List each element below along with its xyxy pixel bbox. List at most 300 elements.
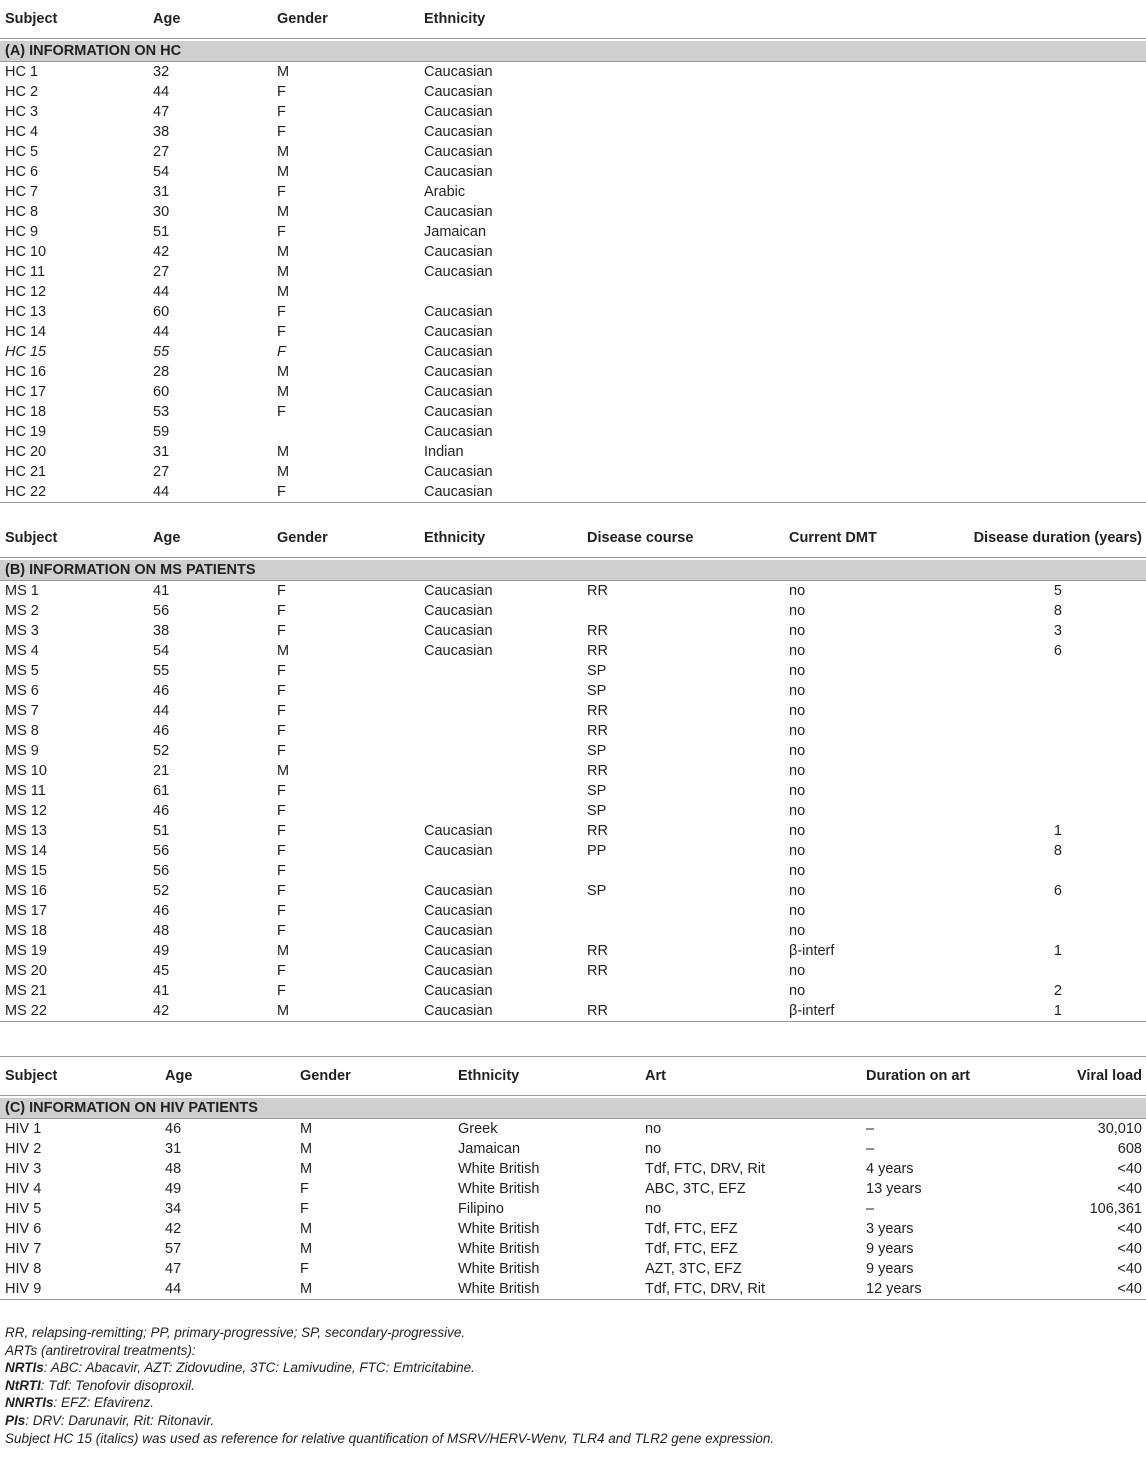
- table-cell: Caucasian: [424, 264, 493, 280]
- table-cell: no: [789, 883, 806, 899]
- table-cell: 59: [153, 424, 170, 440]
- table-cell: HIV 5: [5, 1201, 42, 1217]
- table-cell: Caucasian: [424, 164, 493, 180]
- table-cell: MS 7: [5, 703, 39, 719]
- table-cell: F: [277, 823, 286, 839]
- table-row: [0, 621, 1146, 641]
- table-cell: White British: [453, 1279, 640, 1300]
- table-cell: MS 4: [5, 643, 39, 659]
- table-row: [0, 901, 1146, 921]
- footnote-arts: ARTs (antiretroviral treatments):: [5, 1342, 196, 1358]
- table-row: [0, 142, 1146, 162]
- table-cell: 55: [153, 663, 170, 679]
- table-cell: Greek: [458, 1121, 498, 1137]
- table-cell: Caucasian: [424, 144, 493, 160]
- table-cell: 46: [153, 803, 170, 819]
- table-cell: [582, 981, 784, 1001]
- section-title-row: [0, 560, 1146, 581]
- table-cell: Caucasian: [424, 603, 493, 619]
- table-cell: M: [300, 1241, 313, 1257]
- table-cell: 32: [153, 64, 170, 80]
- table-row: [0, 382, 1146, 402]
- table-cell: F: [277, 683, 286, 699]
- table-cell: 44: [153, 703, 170, 719]
- table-cell: 42: [148, 1001, 272, 1022]
- table-cell: SP: [587, 783, 607, 799]
- table-row: [0, 1219, 1146, 1239]
- table-cell: F: [277, 863, 286, 879]
- table-cell: no: [645, 1201, 662, 1217]
- table-cell: F: [277, 324, 286, 340]
- footnote-nrtis: NRTIs: ABC: Abacavir, AZT: Zidovudine, 3TC: Lamivudine, FTC: Emtricitabine.: [5, 1360, 475, 1376]
- footnote-nnrtis: NNRTIs: EFZ: Efavirenz.: [5, 1395, 155, 1411]
- table-cell: Caucasian: [424, 623, 493, 639]
- table-cell: HC 21: [5, 464, 47, 480]
- table-cell: no: [645, 1141, 662, 1157]
- column-header: Ethnicity: [424, 11, 486, 27]
- table-header-row: [0, 0, 1146, 39]
- table-cell: Caucasian: [424, 983, 493, 999]
- table-cell: 60: [153, 384, 170, 400]
- table-cell: SP: [587, 683, 607, 699]
- table-cell: Caucasian: [419, 1001, 582, 1022]
- table-row: [0, 362, 1146, 382]
- column-header: Age: [153, 530, 181, 546]
- table-cell: 3 years: [866, 1221, 914, 1237]
- table-cell: 27: [153, 264, 170, 280]
- table-cell: RR: [587, 723, 608, 739]
- table-cell: HC 11: [5, 264, 46, 280]
- table-cell: 44: [148, 482, 272, 503]
- table-cell: 8: [1053, 843, 1062, 859]
- table-cell: 56: [153, 863, 170, 879]
- table-row: [0, 182, 1146, 202]
- table-cell: F: [277, 623, 286, 639]
- table-cell: –: [866, 1121, 875, 1137]
- column-header: Ethnicity: [458, 1068, 520, 1084]
- column-header: Disease duration (years): [973, 530, 1142, 546]
- table-cell: F: [277, 603, 286, 619]
- table-cell: HC 15: [5, 344, 47, 360]
- table-row: [0, 302, 1146, 322]
- table-cell: 47: [153, 104, 170, 120]
- table-cell: HC 4: [5, 124, 39, 140]
- table-cell: F: [300, 1261, 309, 1277]
- table-cell: Caucasian: [424, 344, 493, 360]
- table-cell: 8: [1053, 603, 1062, 619]
- table-cell: Caucasian: [424, 963, 493, 979]
- table-footnotes: [5, 1324, 1141, 1447]
- table-cell: Caucasian: [424, 943, 493, 959]
- column-header: Duration on art: [866, 1068, 970, 1084]
- table-cell: no: [789, 823, 806, 839]
- section-title: (A) INFORMATION ON HC: [0, 41, 1146, 62]
- table-row: [0, 1239, 1146, 1259]
- column-header: Art: [645, 1068, 666, 1084]
- table-cell: 38: [153, 623, 170, 639]
- table-cell: Indian: [424, 444, 464, 460]
- table-cell: β-interf: [789, 943, 835, 959]
- table-cell: M: [295, 1279, 453, 1300]
- table-cell: F: [277, 184, 286, 200]
- table-cell: <40: [1117, 1221, 1142, 1237]
- table-row: [0, 641, 1146, 661]
- table-cell: 56: [153, 603, 170, 619]
- table-cell: Caucasian: [419, 482, 582, 503]
- table-cell: no: [789, 863, 806, 879]
- table-cell: no: [789, 583, 806, 599]
- table-cell: HC 2: [5, 84, 39, 100]
- table-cell: RR: [587, 643, 608, 659]
- table-cell: MS 15: [5, 863, 47, 879]
- table-cell: Jamaican: [424, 224, 487, 240]
- table-cell: M: [277, 144, 290, 160]
- section-title-row: [0, 41, 1146, 62]
- table-cell: HC 6: [5, 164, 39, 180]
- table-row: [0, 262, 1146, 282]
- table-cell: F: [277, 404, 286, 420]
- table-cell: ABC, 3TC, EFZ: [645, 1181, 746, 1197]
- table-cell: no: [645, 1121, 662, 1137]
- table-row: [0, 701, 1146, 721]
- table-cell: 52: [153, 883, 170, 899]
- table-cell: Caucasian: [424, 304, 493, 320]
- column-header: Subject: [5, 11, 58, 27]
- table-cell: Caucasian: [424, 923, 493, 939]
- table-cell: no: [789, 683, 806, 699]
- table-cell: [966, 801, 1146, 821]
- table-cell: F: [277, 903, 286, 919]
- table-cell: MS 19: [5, 943, 47, 959]
- table-cell: MS 10: [5, 763, 47, 779]
- table-cell: SP: [587, 803, 607, 819]
- table-cell: F: [277, 803, 286, 819]
- table-cell: Jamaican: [458, 1141, 521, 1157]
- table-row: [0, 102, 1146, 122]
- table-cell: [419, 282, 582, 302]
- table-row: [0, 1259, 1146, 1279]
- footnote-label: NtRTI: [5, 1377, 41, 1393]
- footnote-pis: PIs: DRV: Darunavir, Rit: Ritonavir.: [5, 1412, 215, 1428]
- table-cell: 54: [153, 164, 170, 180]
- table-cell: RR: [582, 1001, 784, 1022]
- table-cell: 49: [153, 943, 170, 959]
- table-cell: White British: [458, 1261, 540, 1277]
- table-cell: F: [277, 843, 286, 859]
- table-cell: no: [789, 803, 806, 819]
- table-cell: F: [277, 723, 286, 739]
- column-header: Age: [153, 11, 181, 27]
- table-cell: HC 20: [5, 444, 47, 460]
- table-cell: F: [277, 104, 286, 120]
- table-cell: RR: [587, 623, 608, 639]
- table-cell: Caucasian: [424, 903, 493, 919]
- table-cell: 1: [1053, 943, 1062, 959]
- table-cell: no: [789, 743, 806, 759]
- table-cell: M: [300, 1141, 313, 1157]
- table-cell: 3: [1053, 623, 1062, 639]
- table-cell: Caucasian: [424, 823, 493, 839]
- table-cell: no: [789, 723, 806, 739]
- table-cell: [582, 921, 784, 941]
- table-cell: M: [277, 384, 290, 400]
- table-cell: 46: [153, 903, 170, 919]
- table-row: [0, 841, 1146, 861]
- table-cell: HC 18: [5, 404, 47, 420]
- table-cell: 60: [153, 304, 170, 320]
- table-cell: RR: [587, 963, 608, 979]
- table-cell: AZT, 3TC, EFZ: [645, 1261, 742, 1277]
- table-cell: MS 13: [5, 823, 47, 839]
- table-cell: HC 9: [5, 224, 39, 240]
- table-cell: M: [277, 763, 290, 779]
- table-cell: RR: [587, 943, 608, 959]
- table-cell: 27: [153, 144, 170, 160]
- table-row: [0, 202, 1146, 222]
- table-cell: no: [789, 983, 806, 999]
- table-cell: F: [277, 344, 286, 360]
- table-cell: Caucasian: [424, 384, 493, 400]
- table-cell: M: [277, 643, 290, 659]
- table-cell: SP: [587, 743, 607, 759]
- table-header-row: [0, 519, 1146, 558]
- table-cell: [966, 861, 1146, 881]
- table-cell: HC 19: [5, 424, 47, 440]
- table-row: [0, 322, 1146, 342]
- table-cell: SP: [587, 883, 607, 899]
- table-cell: MS 18: [5, 923, 47, 939]
- table-cell: 44: [153, 284, 170, 300]
- table-cell: HIV 2: [5, 1141, 42, 1157]
- table-cell: [966, 721, 1146, 741]
- table-cell: 608: [1117, 1141, 1142, 1157]
- table-cell: 31: [165, 1141, 182, 1157]
- table-cell: Tdf, FTC, DRV, Rit: [640, 1279, 861, 1300]
- table-cell: [966, 781, 1146, 801]
- table-cell: 6: [1053, 883, 1062, 899]
- table-cell: M: [272, 1001, 419, 1022]
- table-row: [0, 82, 1146, 102]
- table-cell: β-interf: [784, 1001, 966, 1022]
- table-cell: no: [789, 963, 806, 979]
- table-cell: [419, 721, 582, 741]
- table-cell: MS 8: [5, 723, 39, 739]
- footnote-abbreviations: RR, relapsing-remitting; PP, primary-progressive; SP, secondary-progressive.: [5, 1325, 466, 1340]
- table-cell: [966, 901, 1146, 921]
- table-cell: MS 14: [5, 843, 47, 859]
- table-cell: HC 7: [5, 184, 39, 200]
- table-cell: F: [300, 1181, 309, 1197]
- table-cell: HC 12: [5, 284, 47, 300]
- table-cell: M: [277, 264, 290, 280]
- table-cell: Caucasian: [424, 843, 493, 859]
- table-row: [0, 482, 1146, 503]
- table-cell: 54: [153, 643, 170, 659]
- hc-table: [0, 0, 1146, 503]
- table-cell: 52: [153, 743, 170, 759]
- table-cell: 12 years: [861, 1279, 1029, 1300]
- footnote-reference: Subject HC 15 (italics) was used as reference for relative quantification of MSRV/HERV-Wenv, TLR4 and TLR2 gene expression.: [5, 1430, 775, 1446]
- table-cell: F: [277, 743, 286, 759]
- table-cell: M: [277, 464, 290, 480]
- table-cell: MS 9: [5, 743, 39, 759]
- table-cell: Caucasian: [424, 84, 493, 100]
- section-title: (C) INFORMATION ON HIV PATIENTS: [0, 1098, 1146, 1119]
- table-cell: F: [277, 304, 286, 320]
- table-row: [0, 981, 1146, 1001]
- table-cell: 51: [153, 823, 170, 839]
- table-row: [0, 242, 1146, 262]
- hiv-table: [0, 1056, 1146, 1300]
- table-cell: MS 5: [5, 663, 39, 679]
- column-header: Current DMT: [789, 530, 877, 546]
- table-cell: MS 6: [5, 683, 39, 699]
- table-cell: [419, 681, 582, 701]
- table-row: [0, 162, 1146, 182]
- table-cell: MS 2: [5, 603, 39, 619]
- table-cell: 48: [165, 1161, 182, 1177]
- table-cell: M: [277, 284, 290, 300]
- table-cell: RR: [587, 703, 608, 719]
- table-row: [0, 601, 1146, 621]
- table-cell: 38: [153, 124, 170, 140]
- footnote-label: NNRTIs: [5, 1395, 54, 1411]
- table-cell: HIV 7: [5, 1241, 42, 1257]
- table-cell: –: [866, 1201, 875, 1217]
- table-cell: RR: [587, 763, 608, 779]
- table-cell: no: [789, 643, 806, 659]
- section-title-row: [0, 1098, 1146, 1119]
- ms-table: [0, 519, 1146, 1022]
- table-cell: 42: [165, 1221, 182, 1237]
- table-cell: 4 years: [866, 1161, 914, 1177]
- table-row: [0, 1199, 1146, 1219]
- table-cell: 42: [153, 244, 170, 260]
- table-cell: SP: [587, 663, 607, 679]
- table-cell: no: [789, 623, 806, 639]
- column-header: Gender: [277, 530, 328, 546]
- table-cell: F: [277, 124, 286, 140]
- column-header: Disease course: [587, 530, 694, 546]
- table-cell: 45: [153, 963, 170, 979]
- table-cell: F: [277, 983, 286, 999]
- table-cell: [419, 861, 582, 881]
- table-cell: F: [277, 923, 286, 939]
- table-cell: M: [300, 1121, 313, 1137]
- column-header: Subject: [5, 1068, 58, 1084]
- table-cell: [419, 701, 582, 721]
- table-cell: HIV 9: [0, 1279, 160, 1300]
- table-cell: 6: [1053, 643, 1062, 659]
- table-cell: 9 years: [866, 1261, 914, 1277]
- table-row: [0, 1001, 1146, 1022]
- table-cell: MS 11: [5, 783, 46, 799]
- table-cell: 44: [153, 84, 170, 100]
- table-cell: [419, 801, 582, 821]
- table-row: [0, 661, 1146, 681]
- table-cell: 46: [153, 723, 170, 739]
- table-row: [0, 781, 1146, 801]
- table-cell: Caucasian: [424, 583, 493, 599]
- table-cell: 27: [153, 464, 170, 480]
- table-cell: 56: [153, 843, 170, 859]
- table-cell: [419, 661, 582, 681]
- table-cell: no: [789, 663, 806, 679]
- column-header: Gender: [277, 11, 328, 27]
- table-cell: no: [789, 843, 806, 859]
- table-cell: 9 years: [866, 1241, 914, 1257]
- table-row: [0, 462, 1146, 482]
- table-cell: <40: [1117, 1261, 1142, 1277]
- table-cell: MS 21: [5, 983, 47, 999]
- table-cell: 44: [160, 1279, 295, 1300]
- table-row: [0, 741, 1146, 761]
- table-cell: F: [277, 783, 286, 799]
- table-cell: 51: [153, 224, 170, 240]
- table-cell: MS 20: [5, 963, 47, 979]
- table-cell: –: [866, 1141, 875, 1157]
- table-cell: <40: [1117, 1161, 1142, 1177]
- table-row: [0, 581, 1146, 602]
- table-cell: [966, 661, 1146, 681]
- table-cell: [966, 961, 1146, 981]
- table-cell: HC 10: [5, 244, 47, 260]
- footnote-ntrti: NtRTI: Tdf: Tenofovir disoproxil.: [5, 1377, 195, 1393]
- table-cell: Caucasian: [424, 643, 493, 659]
- table-cell: no: [789, 783, 806, 799]
- table-cell: Caucasian: [424, 464, 493, 480]
- table-cell: 44: [153, 324, 170, 340]
- table-cell: 41: [153, 983, 170, 999]
- table-cell: HC 1: [5, 64, 39, 80]
- table-cell: HC 3: [5, 104, 39, 120]
- table-cell: M: [277, 164, 290, 180]
- column-header: Ethnicity: [424, 530, 486, 546]
- table-cell: [966, 741, 1146, 761]
- table-cell: [582, 601, 784, 621]
- table-cell: no: [789, 923, 806, 939]
- column-header: Gender: [300, 1068, 351, 1084]
- table-row: [0, 122, 1146, 142]
- table-cell: 106,361: [1089, 1201, 1142, 1217]
- table-cell: RR: [587, 823, 608, 839]
- table-cell: [966, 681, 1146, 701]
- table-row: [0, 721, 1146, 741]
- table-cell: Caucasian: [424, 883, 493, 899]
- table-cell: F: [277, 224, 286, 240]
- table-row: [0, 1119, 1146, 1140]
- table-cell: <40: [1117, 1241, 1142, 1257]
- table-cell: no: [789, 603, 806, 619]
- table-row: [0, 941, 1146, 961]
- table-cell: Tdf, FTC, EFZ: [645, 1221, 738, 1237]
- table-cell: 28: [153, 364, 170, 380]
- table-cell: HC 13: [5, 304, 47, 320]
- table-cell: 31: [153, 184, 170, 200]
- table-cell: MS 3: [5, 623, 39, 639]
- table-cell: 61: [153, 783, 170, 799]
- table-cell: no: [789, 903, 806, 919]
- table-cell: F: [300, 1201, 309, 1217]
- table-cell: [419, 781, 582, 801]
- column-header: Age: [165, 1068, 193, 1084]
- table-cell: M: [277, 943, 290, 959]
- table-row: [0, 1159, 1146, 1179]
- table-cell: [419, 761, 582, 781]
- table-cell: HC 17: [5, 384, 47, 400]
- table-cell: 48: [153, 923, 170, 939]
- table-cell: 34: [165, 1201, 182, 1217]
